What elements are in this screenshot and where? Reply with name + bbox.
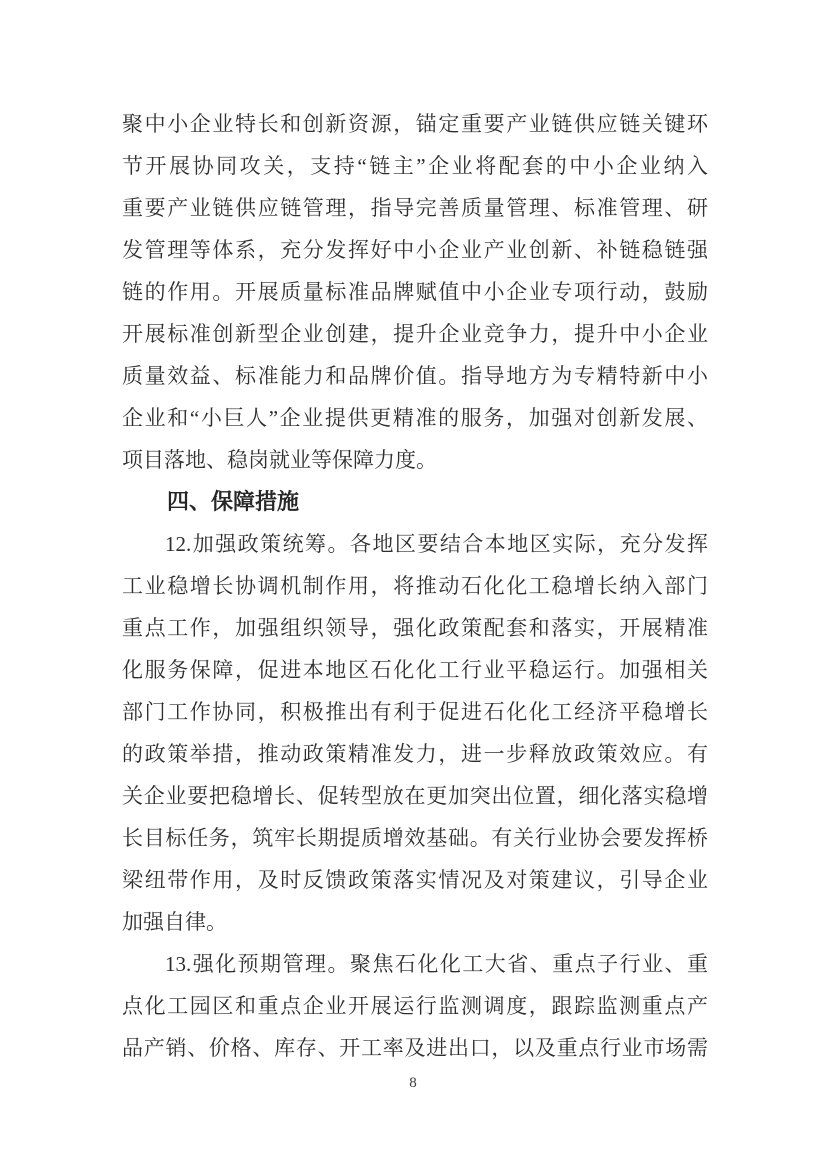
text-line: 部门工作协同，积极推出有利于促进石化化工经济平稳增长 (122, 700, 708, 724)
text-line: 13.强化预期管理。聚焦石化化工大省、重点子行业、重 (165, 952, 708, 976)
text-line: 品产销、价格、库存、开工率及进出口，以及重点行业市场需 (122, 1036, 708, 1060)
text-line: 项目落地、稳岗就业等保障力度。 (122, 448, 437, 472)
text-line: 12.加强政策统筹。各地区要结合本地区实际，充分发挥 (165, 532, 708, 556)
text-line: 重点工作，加强组织领导，强化政策配套和落实，开展精准 (122, 616, 708, 640)
section-heading: 四、保障措施 (167, 489, 300, 514)
text-line: 工业稳增长协调机制作用，将推动石化化工稳增长纳入部门 (122, 574, 708, 598)
text-line: 加强自律。 (122, 910, 227, 934)
text-line: 化服务保障，促进本地区石化化工行业平稳运行。加强相关 (122, 658, 708, 682)
text-line: 开展标准创新型企业创建，提升企业竞争力，提升中小企业 (122, 322, 708, 346)
page-number: 8 (409, 1075, 417, 1091)
page-content (122, 103, 708, 1069)
text-line: 梁纽带作用，及时反馈政策落实情况及对策建议，引导企业 (122, 868, 708, 892)
text-line: 链的作用。开展质量标准品牌赋值中小企业专项行动，鼓励 (122, 280, 708, 304)
text-line: 关企业要把稳增长、促转型放在更加突出位置，细化落实稳增 (122, 784, 708, 808)
text-line: 长目标任务，筑牢长期提质增效基础。有关行业协会要发挥桥 (122, 826, 708, 850)
text-line: 企业和“小巨人”企业提供更精准的服务，加强对创新发展、 (122, 406, 708, 430)
text-line: 重要产业链供应链管理，指导完善质量管理、标准管理、研 (122, 196, 708, 220)
paragraph-item-12 (122, 523, 708, 943)
text-line: 的政策举措，推动政策精准发力，进一步释放政策效应。有 (122, 742, 708, 766)
text-line: 节开展协同攻关，支持“链主”企业将配套的中小企业纳入 (122, 154, 708, 178)
text-line: 质量效益、标准能力和品牌价值。指导地方为专精特新中小 (122, 364, 708, 388)
text-line: 点化工园区和重点企业开展运行监测调度，跟踪监测重点产 (122, 994, 708, 1018)
paragraph-item-13 (122, 943, 708, 1069)
text-line: 聚中小企业特长和创新资源，锚定重要产业链供应链关键环 (122, 112, 708, 136)
paragraph-continuation (122, 103, 708, 481)
text-line: 发管理等体系，充分发挥好中小企业产业创新、补链稳链强 (122, 238, 708, 262)
